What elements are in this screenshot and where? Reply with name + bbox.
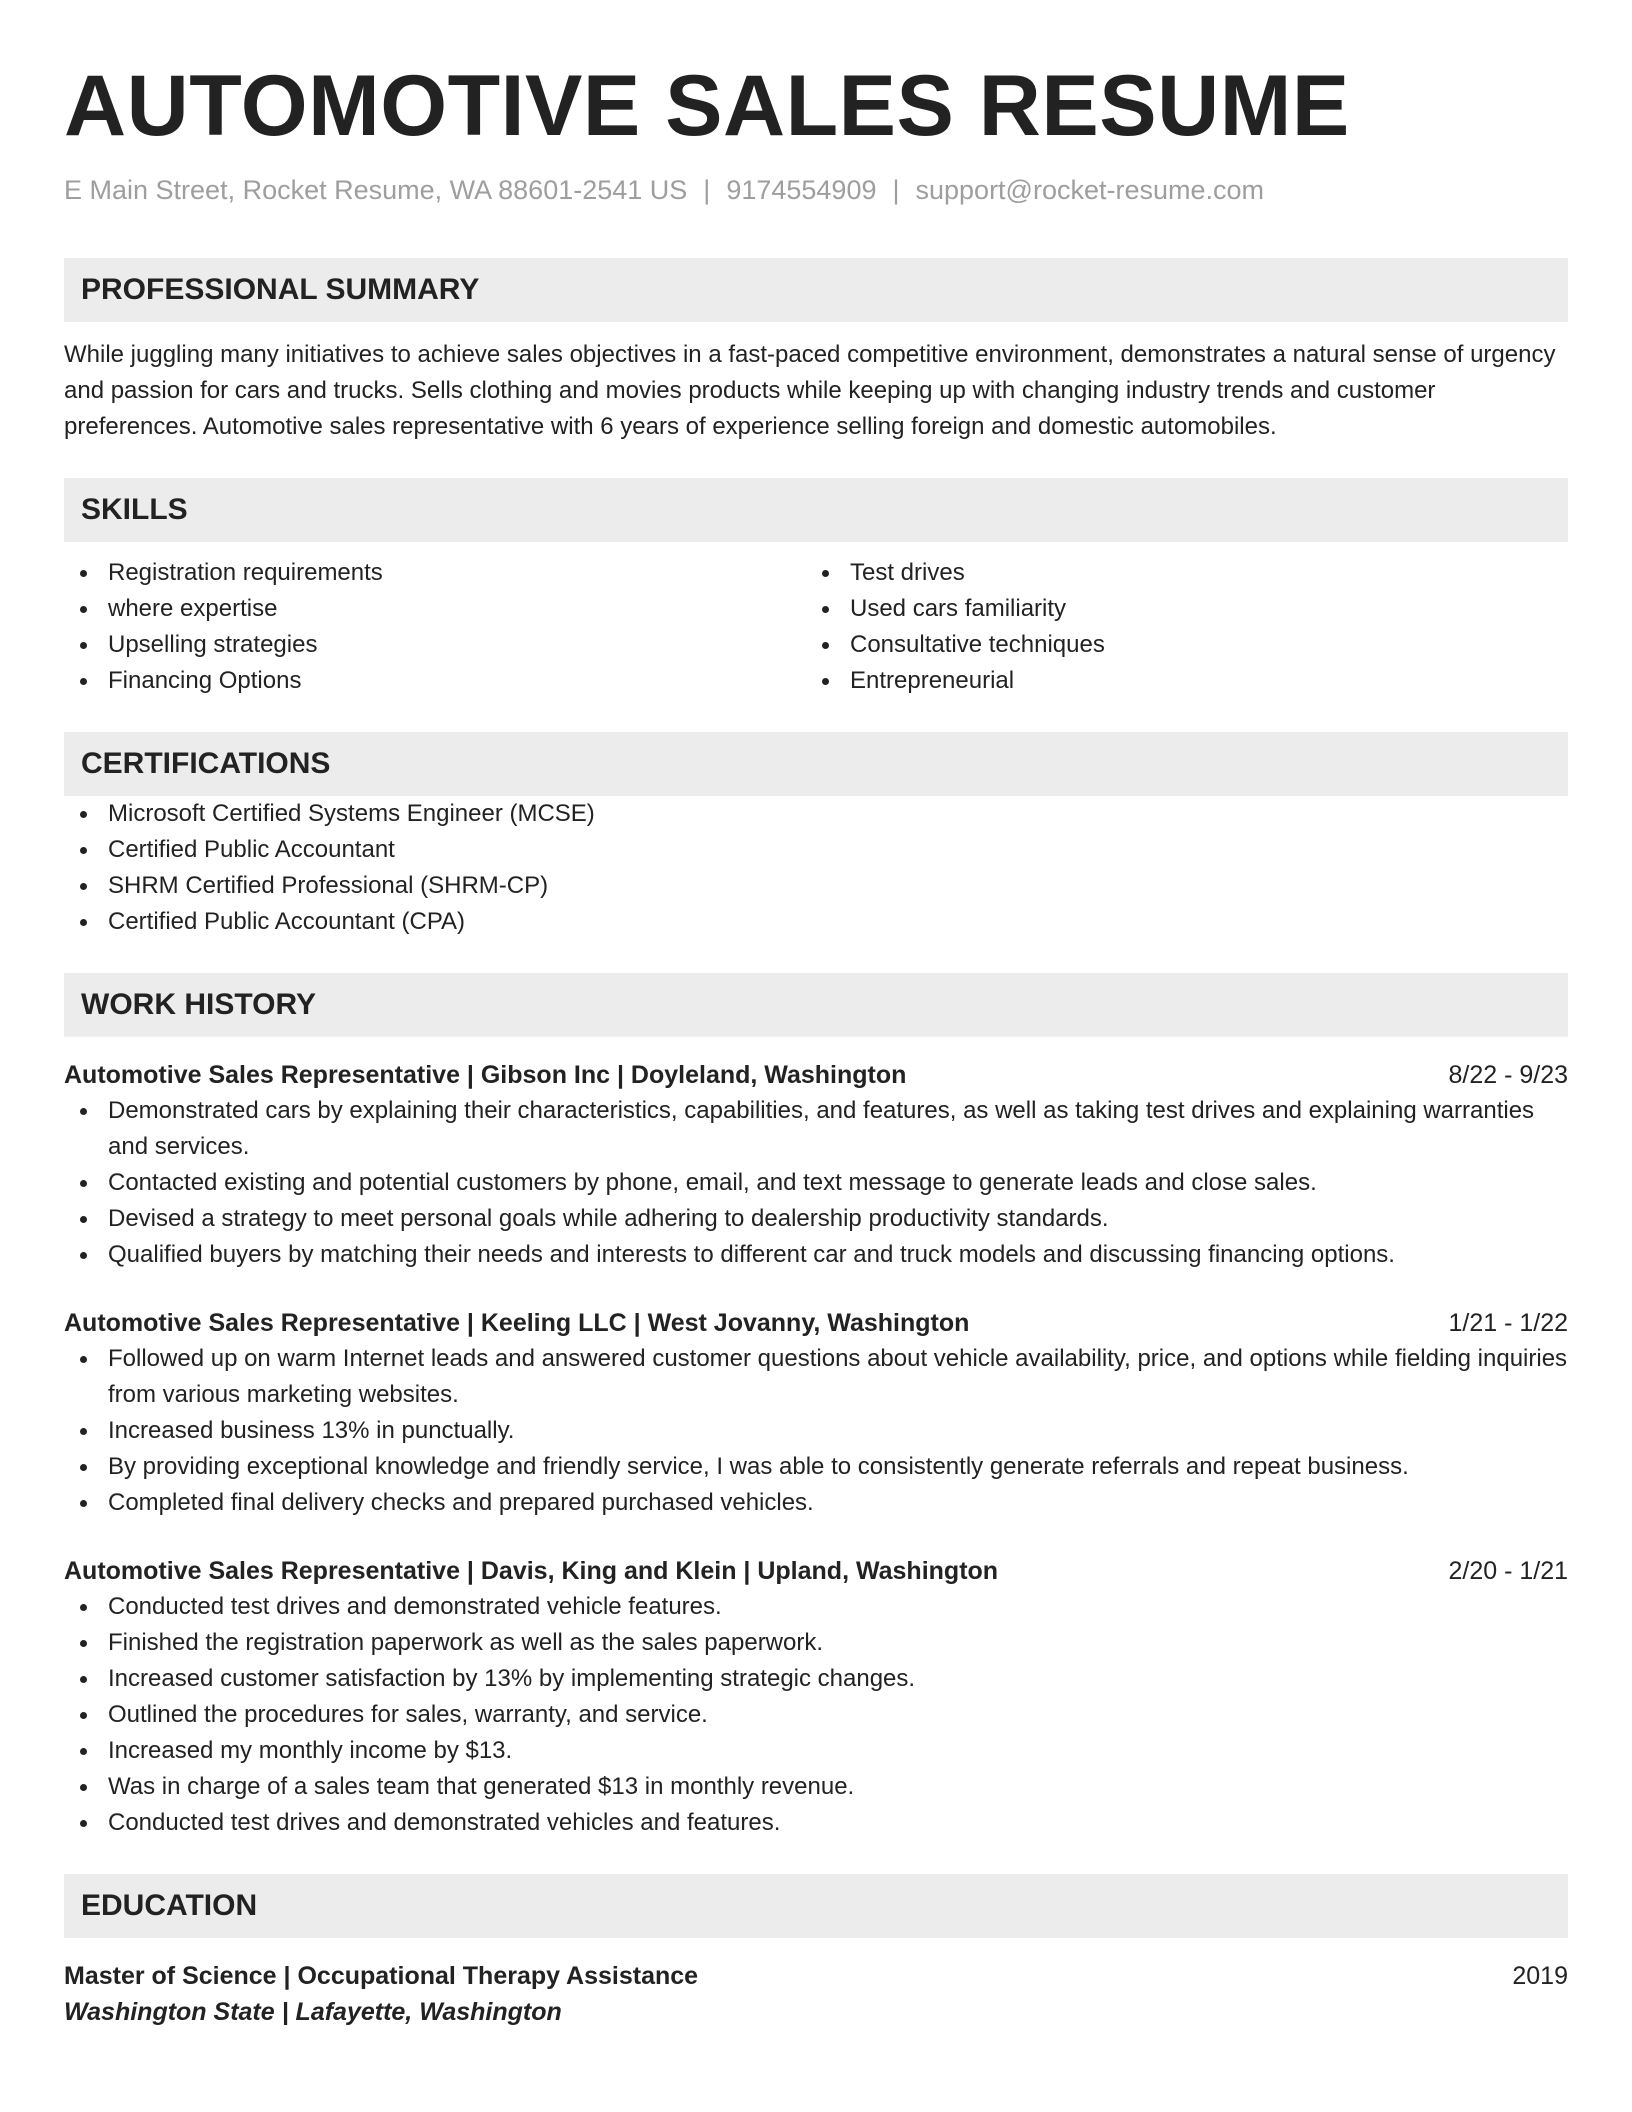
job-bullet: Increased my monthly income by $13.: [64, 1733, 1568, 1769]
skill-item: Consultative techniques: [806, 627, 1548, 663]
certification-item: Certified Public Accountant: [64, 832, 1568, 868]
job-bullets: [64, 1589, 1568, 1841]
job-header: [64, 1553, 1568, 1589]
skill-item: Test drives: [806, 555, 1548, 591]
job-bullets: [64, 1341, 1568, 1521]
job-title: Automotive Sales Representative | Davis, King and Klein | Upland, Washington: [64, 1557, 999, 1585]
certification-item: Microsoft Certified Systems Engineer (MCSE): [64, 796, 1568, 832]
contact-phone: 9174554909: [726, 175, 877, 205]
section-heading-summary: PROFESSIONAL SUMMARY: [64, 258, 1568, 322]
section-heading-education: EDUCATION: [64, 1874, 1568, 1938]
job-header: [64, 1305, 1568, 1341]
job-dates: 8/22 - 9/23: [1448, 1061, 1568, 1089]
job-bullet: Conducted test drives and demonstrated vehicles and features.: [64, 1805, 1568, 1841]
job-dates: 2/20 - 1/21: [1448, 1557, 1568, 1585]
education-school: Washington State | Lafayette, Washington: [64, 1998, 562, 2026]
job-bullet: Demonstrated cars by explaining their characteristics, capabilities, and features, as well as taking test drives and explaining warranties and services.: [64, 1093, 1568, 1165]
education-header: [64, 1958, 1568, 1994]
job-bullets: [64, 1093, 1568, 1273]
job-bullet: Devised a strategy to meet personal goals while adhering to dealership productivity standards.: [64, 1201, 1568, 1237]
job-bullet: Conducted test drives and demonstrated vehicle features.: [64, 1589, 1568, 1625]
job-entry: [64, 1057, 1568, 1273]
job-bullet: Completed final delivery checks and prepared purchased vehicles.: [64, 1485, 1568, 1521]
job-bullet: Finished the registration paperwork as well as the sales paperwork.: [64, 1625, 1568, 1661]
job-entry: [64, 1305, 1568, 1521]
certification-item: Certified Public Accountant (CPA): [64, 904, 1568, 940]
job-bullet: By providing exceptional knowledge and friendly service, I was able to consistently generate referrals and repeat business.: [64, 1449, 1568, 1485]
contact-separator: |: [703, 175, 711, 205]
resume-title: AUTOMOTIVE SALES RESUME: [64, 58, 1350, 154]
contact-address: E Main Street, Rocket Resume, WA 88601-2541 US: [64, 175, 688, 205]
job-bullet: Was in charge of a sales team that generated $13 in monthly revenue.: [64, 1769, 1568, 1805]
skill-item: Registration requirements: [64, 555, 806, 591]
skill-item: where expertise: [64, 591, 806, 627]
job-entry: [64, 1553, 1568, 1841]
skill-item: Used cars familiarity: [806, 591, 1548, 627]
job-title: Automotive Sales Representative | Gibson Inc | Doyleland, Washington: [64, 1061, 907, 1089]
resume-page: [64, 0, 1568, 2030]
certification-item: SHRM Certified Professional (SHRM-CP): [64, 868, 1568, 904]
job-bullet: Outlined the procedures for sales, warranty, and service.: [64, 1697, 1568, 1733]
job-bullet: Contacted existing and potential customers by phone, email, and text message to generate leads and close sales.: [64, 1165, 1568, 1201]
job-bullet: Increased customer satisfaction by 13% by implementing strategic changes.: [64, 1661, 1568, 1697]
education-degree: Master of Science | Occupational Therapy Assistance: [64, 1962, 699, 1990]
skills-column-left: [64, 555, 806, 699]
skill-item: Financing Options: [64, 663, 806, 699]
job-bullet: Followed up on warm Internet leads and answered customer questions about vehicle availability, price, and options while fielding inquiries from various marketing websites.: [64, 1341, 1568, 1413]
skill-item: Upselling strategies: [64, 627, 806, 663]
job-bullet: Qualified buyers by matching their needs and interests to different car and truck models and discussing financing options.: [64, 1237, 1568, 1273]
job-title: Automotive Sales Representative | Keeling LLC | West Jovanny, Washington: [64, 1309, 970, 1337]
contact-line: [64, 172, 1568, 208]
section-heading-certifications: CERTIFICATIONS: [64, 732, 1568, 796]
certifications-list: [64, 796, 1568, 940]
job-dates: 1/21 - 1/22: [1448, 1309, 1568, 1337]
contact-email: support@rocket-resume.com: [915, 175, 1265, 205]
section-heading-work-history: WORK HISTORY: [64, 973, 1568, 1037]
job-bullet: Increased business 13% in punctually.: [64, 1413, 1568, 1449]
skills-column-right: [806, 555, 1548, 699]
contact-separator: |: [892, 175, 900, 205]
job-header: [64, 1057, 1568, 1093]
skill-item: Entrepreneurial: [806, 663, 1548, 699]
skills-grid: [64, 555, 1568, 699]
education-year: 2019: [1512, 1962, 1568, 1990]
summary-text: While juggling many initiatives to achieve sales objectives in a fast-paced competitive environment, demonstrates a natural sense of urgency and passion for cars and trucks. Sells clothing and movies products while keeping up with changing industry trends and customer preferences. Automotive sales representative with 6 years of experience selling foreign and domestic automobiles.: [64, 341, 1556, 440]
section-heading-skills: SKILLS: [64, 478, 1568, 542]
